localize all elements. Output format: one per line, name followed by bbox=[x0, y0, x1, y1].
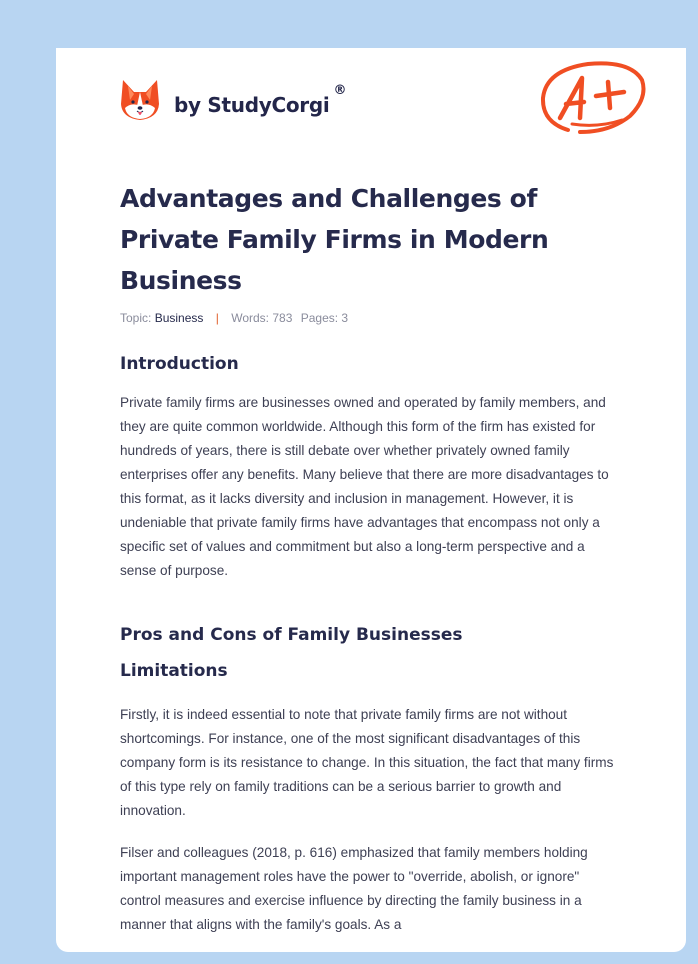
a-plus-grade-icon bbox=[538, 58, 650, 140]
brand-header[interactable] bbox=[120, 76, 346, 124]
paragraph-introduction: Private family firms are businesses owned and operated by family members, and they are quite common worldwide. Although this form of the firm has existed for hundreds of years, there is still debate over whether privately owned family enterprises offer any benefits. Many believe that there are more disadvantages to this format, as it lacks diversity and inclusion in management. However, it is undeniable that private family firms have advantages that encompass not only a specific set of values and commitment but also a long-term perspective and a sense of purpose. bbox=[120, 395, 609, 578]
topic-link[interactable]: Business bbox=[154, 311, 204, 325]
brand-name: by StudyCorgi bbox=[174, 93, 330, 117]
document-card bbox=[56, 48, 686, 952]
section-heading-introduction: Introduction bbox=[120, 354, 239, 374]
article-meta bbox=[120, 311, 348, 325]
registered-mark: ® bbox=[333, 82, 347, 98]
article-title: Advantages and Challenges of Private Family Firms in Modern Business bbox=[120, 184, 549, 295]
paragraph-limitations-2: Filser and colleagues (2018, p. 616) emphasized that family members holding important management roles have the power to "override, abolish, or ignore" control measures and exercise influence by directing the family business in a manner that aligns with the family's goals. As a bbox=[120, 845, 588, 932]
meta-separator: | bbox=[215, 311, 219, 325]
paragraph-limitations-1: Firstly, it is indeed essential to note that private family firms are not without shortcomings. For instance, one of the most significant disadvantages of this company form is its resistance to change. In this situation, the fact that many firms of this type rely on family traditions can be a serious barrier to growth and innovation. bbox=[120, 707, 614, 818]
topic-label: Topic: bbox=[120, 311, 152, 325]
corgi-icon bbox=[120, 78, 160, 122]
subsection-heading-limitations: Limitations bbox=[120, 661, 228, 681]
page-count: Pages: 3 bbox=[300, 311, 349, 325]
section-heading-pros-cons: Pros and Cons of Family Businesses bbox=[120, 625, 463, 645]
word-count: Words: 783 bbox=[231, 311, 293, 325]
